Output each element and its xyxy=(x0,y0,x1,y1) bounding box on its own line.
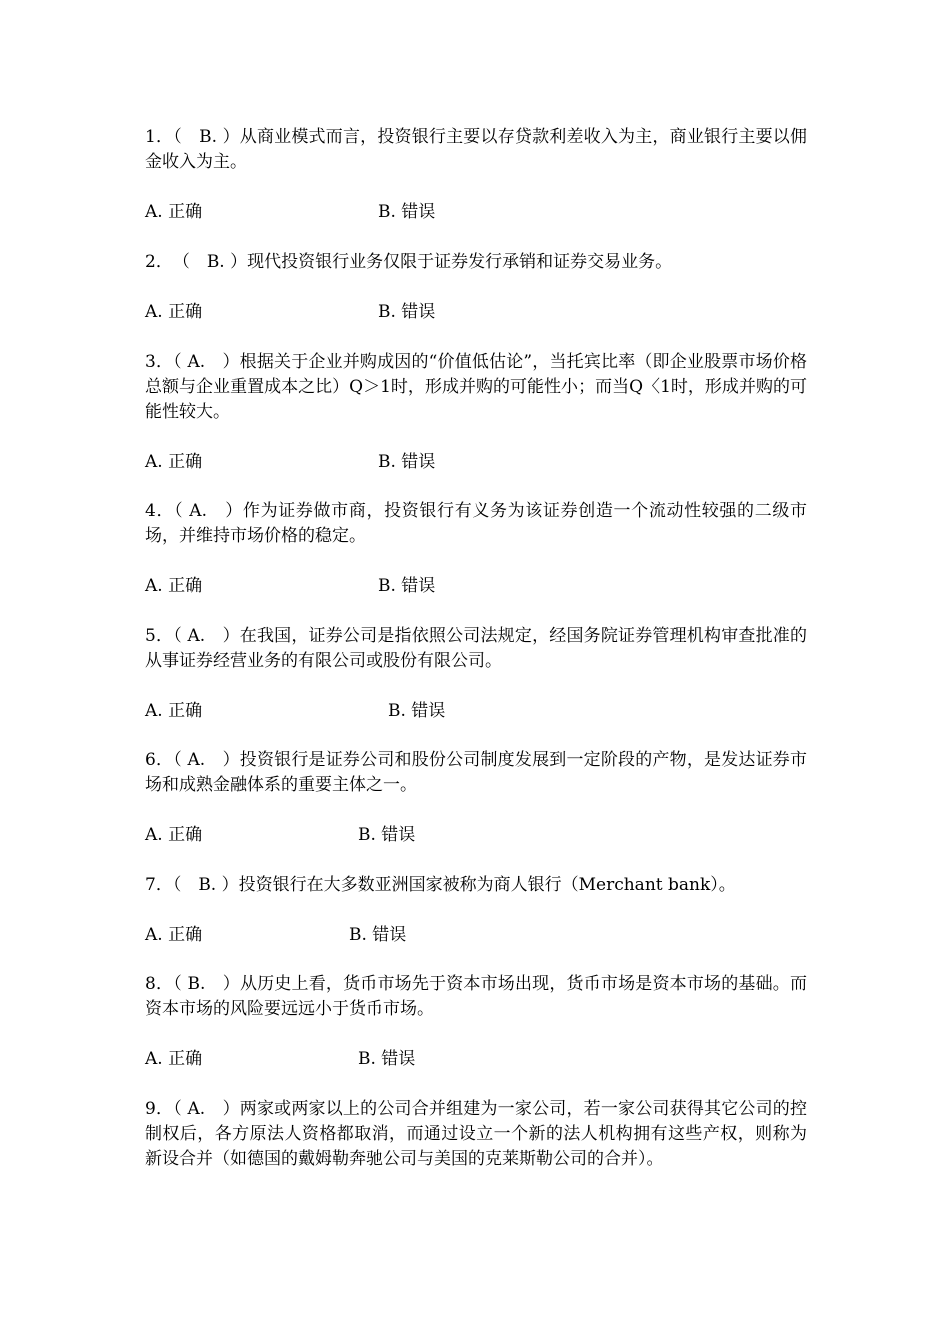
question-5-option-b: B. 错误 xyxy=(388,701,446,721)
question-6-option-b: B. 错误 xyxy=(358,825,416,845)
question-2-option-b: B. 错误 xyxy=(378,302,436,322)
question-6-option-a: A. 正确 xyxy=(145,825,203,845)
question-8-option-a: A. 正确 xyxy=(145,1049,203,1069)
question-7-option-a: A. 正确 xyxy=(145,925,203,945)
question-6: 6．（ A. ）投资银行是证券公司和股份公司制度发展到一定阶段的产物，是发达证券市场和成熟金融体系的重要主体之一。 xyxy=(145,750,807,795)
question-3: 3．（ A. ）根据关于企业并购成因的“价值低估论”，当托宾比率（即企业股票市场价格总额与企业重置成本之比）Q＞1时，形成并购的可能性小；而当Q〈1时，形成并购的可能性较大。 xyxy=(145,352,807,422)
question-8-option-b: B. 错误 xyxy=(358,1049,416,1069)
question-4-option-b: B. 错误 xyxy=(378,576,436,596)
question-4-option-a: A. 正确 xyxy=(145,576,203,596)
question-2-option-a: A. 正确 xyxy=(145,302,203,322)
question-7-option-b: B. 错误 xyxy=(349,925,407,945)
question-3-option-b: B. 错误 xyxy=(378,452,436,472)
question-5: 5．（ A. ）在我国，证券公司是指依照公司法规定，经国务院证券管理机构审查批准的从事证券经营业务的有限公司或股份有限公司。 xyxy=(145,626,807,671)
question-2: 2． （ B. ）现代投资银行业务仅限于证券发行承销和证券交易业务。 xyxy=(145,252,673,272)
question-3-option-a: A. 正确 xyxy=(145,452,203,472)
question-9: 9．（ A. ）两家或两家以上的公司合并组建为一家公司，若一家公司获得其它公司的控制权后，各方原法人资格都取消，而通过设立一个新的法人机构拥有这些产权，则称为新设合并（如德国的戴姆勒奔驰公司与美国的克莱斯勒公司的合并）。 xyxy=(145,1099,807,1169)
question-1-option-b: B. 错误 xyxy=(378,202,436,222)
question-4: 4．（ A. ）作为证券做市商，投资银行有义务为该证券创造一个流动性较强的二级市场，并维持市场价格的稳定。 xyxy=(145,501,807,546)
question-1: 1．（ B. ）从商业模式而言，投资银行主要以存贷款利差收入为主，商业银行主要以佣金收入为主。 xyxy=(145,127,807,172)
question-7: 7．（ B. ）投资银行在大多数亚洲国家被称为商人银行（Merchant bank）。 xyxy=(145,875,736,895)
question-5-option-a: A. 正确 xyxy=(145,701,203,721)
question-8: 8．（ B. ）从历史上看，货币市场先于资本市场出现，货币市场是资本市场的基础。而资本市场的风险要远远小于货币市场。 xyxy=(145,974,807,1019)
question-1-option-a: A. 正确 xyxy=(145,202,203,222)
